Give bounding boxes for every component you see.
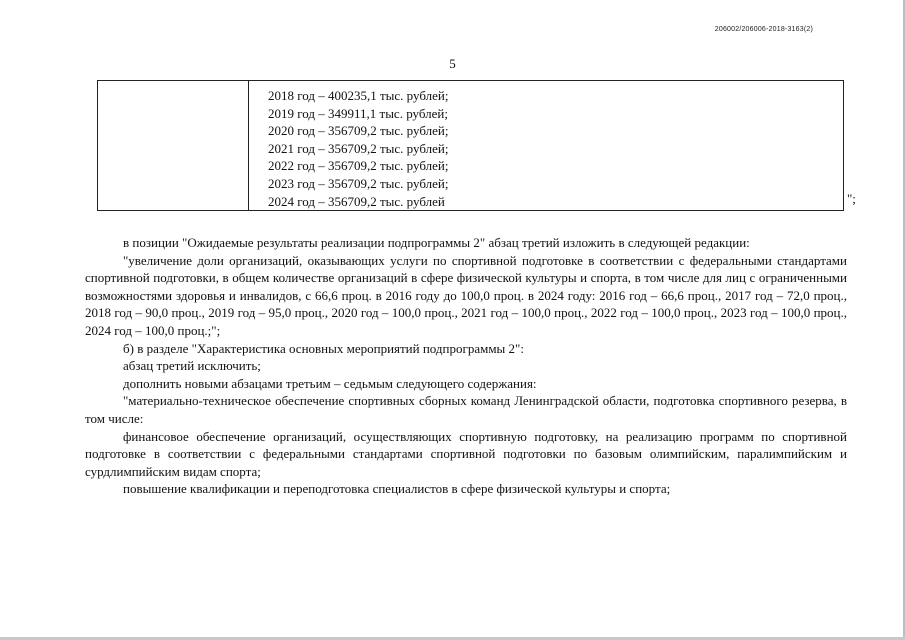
paragraph: финансовое обеспечение организаций, осуществляющих спортивную подготовку, на реализацию программ по спортивной подготовке в соответствии с федеральными стандартами спортивной подготовки по базовым олимпийским, паралимпийским и сурдлимпийским видам спорта; bbox=[85, 428, 847, 479]
document-id: 206002/206006-2018-3163(2) bbox=[714, 26, 813, 33]
paragraph: дополнить новыми абзацами третьим – седьмым следующего содержания: bbox=[123, 375, 537, 391]
funding-line: 2024 год – 356709,2 тыс. рублей bbox=[268, 193, 445, 209]
paragraph: абзац третий исключить; bbox=[123, 358, 261, 374]
funding-line: 2019 год – 349911,1 тыс. рублей; bbox=[268, 105, 448, 121]
funding-line: 2022 год – 356709,2 тыс. рублей; bbox=[268, 158, 449, 174]
funding-table bbox=[97, 80, 844, 211]
funding-line: 2021 год – 356709,2 тыс. рублей; bbox=[268, 140, 449, 156]
funding-line: 2018 год – 400235,1 тыс. рублей; bbox=[268, 88, 449, 103]
body-text bbox=[85, 234, 847, 498]
funding-line: 2023 год – 356709,2 тыс. рублей; bbox=[268, 175, 449, 191]
table-column-divider bbox=[248, 81, 249, 210]
paragraph: б) в разделе "Характеристика основных мероприятий подпрограммы 2": bbox=[123, 340, 524, 356]
table-closing-quote: "; bbox=[847, 191, 856, 206]
paragraph: в позиции "Ожидаемые результаты реализации подпрограммы 2" абзац третий изложить в следующей редакции: bbox=[123, 235, 750, 250]
paragraph: "увеличение доли организаций, оказывающих услуги по спортивной подготовке в соответствии с федеральными стандартами спортивной подготовки, в общем количестве организаций в сфере физической культуры и спорта, в том числе для лиц с ограниченными возможностями здоровья и инвалидов, с 66,6 проц. в 2016 году до 100,0 проц. в 2024 году: 2016 год – 66,6 проц., 2017 год – 72,0 проц., 2018 год – 90,0 проц., 2019 год – 95,0 проц., 2020 год – 100,0 проц., 2021 год – 100,0 проц., 2022 год – 100,0 проц., 2023 год – 100,0 проц., 2024 год – 100,0 проц.;"; bbox=[85, 252, 847, 338]
funding-line: 2020 год – 356709,2 тыс. рублей; bbox=[268, 123, 449, 139]
page-number: 5 bbox=[449, 56, 456, 71]
paragraph: "материально-техническое обеспечение спортивных сборных команд Ленинградской области, подготовка спортивного резерва, в том числе: bbox=[85, 393, 847, 426]
funding-list bbox=[268, 87, 448, 210]
paragraph: повышение квалификации и переподготовка специалистов в сфере физической культуры и спорта; bbox=[123, 481, 671, 497]
